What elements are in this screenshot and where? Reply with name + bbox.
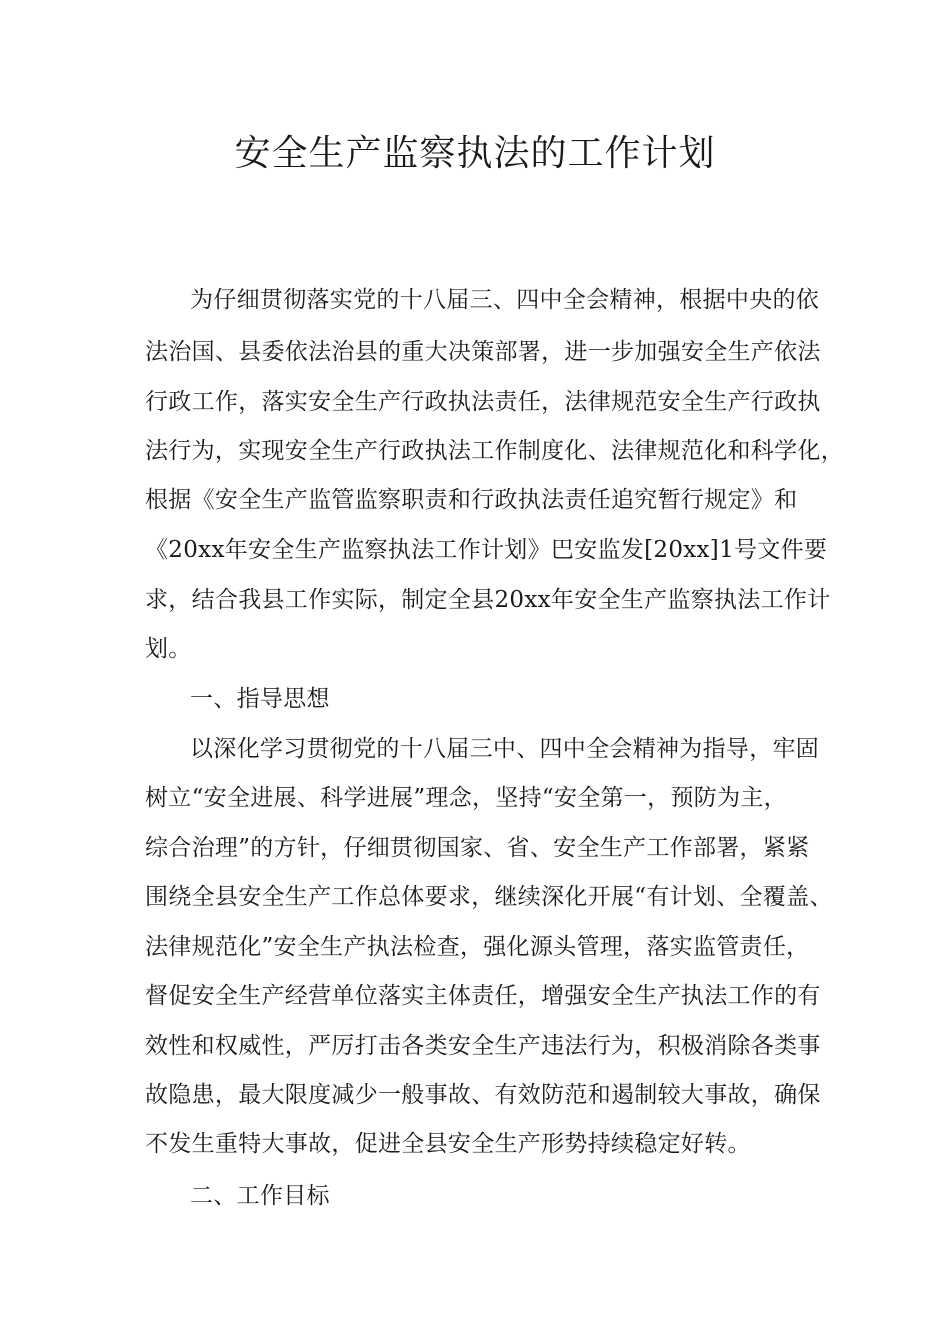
paragraph-line: 树立“安全进展、科学进展”理念，坚持“安全第一，预防为主， [145, 785, 787, 811]
paragraph-line: 综合治理”的方针，仔细贯彻国家、省、安全生产工作部署，紧紧 [145, 835, 810, 861]
paragraph-line: 效性和权威性，严厉打击各类安全生产违法行为，积极消除各类事 [145, 1033, 821, 1059]
paragraph-line: 围绕全县安全生产工作总体要求，继续深化开展“有计划、全覆盖、 [145, 884, 833, 910]
paragraph-line: 法行为，实现安全生产行政执法工作制度化、法律规范化和科学化， [145, 438, 844, 464]
document-title: 安全生产监察执法的工作计划 [234, 133, 716, 174]
paragraph-line: 不发生重特大事故，促进全县安全生产形势持续稳定好转。 [145, 1131, 751, 1157]
paragraph-line: 行政工作，落实安全生产行政执法责任，法律规范安全生产行政执 [145, 389, 821, 415]
paragraph-line: 法律规范化”安全生产执法检查，强化源头管理，落实监管责任， [145, 934, 810, 960]
paragraph-line: 故隐患，最大限度减少一般事故、有效防范和遏制较大事故，确保 [145, 1082, 821, 1108]
paragraph-line: 法治国、县委依法治县的重大决策部署，进一步加强安全生产依法 [145, 339, 821, 365]
paragraph-line: 求，结合我县工作实际，制定全县20xx年安全生产监察执法工作计 [145, 587, 831, 613]
paragraph-line: 为仔细贯彻落实党的十八届三、四中全会精神，根据中央的依 [190, 287, 820, 313]
section-heading: 二、工作目标 [190, 1183, 330, 1209]
paragraph-line: 督促安全生产经营单位落实主体责任，增强安全生产执法工作的有 [145, 983, 821, 1009]
paragraph-line: 以深化学习贯彻党的十八届三中、四中全会精神为指导，牢固 [190, 736, 820, 762]
section-heading: 一、指导思想 [190, 686, 330, 712]
paragraph-line: 《20xx年安全生产监察执法工作计划》巴安监发[20xx]1号文件要 [145, 537, 828, 563]
paragraph-line: 根据《安全生产监管监察职责和行政执法责任追究暂行规定》和 [145, 487, 798, 513]
paragraph-line: 划。 [145, 636, 192, 662]
